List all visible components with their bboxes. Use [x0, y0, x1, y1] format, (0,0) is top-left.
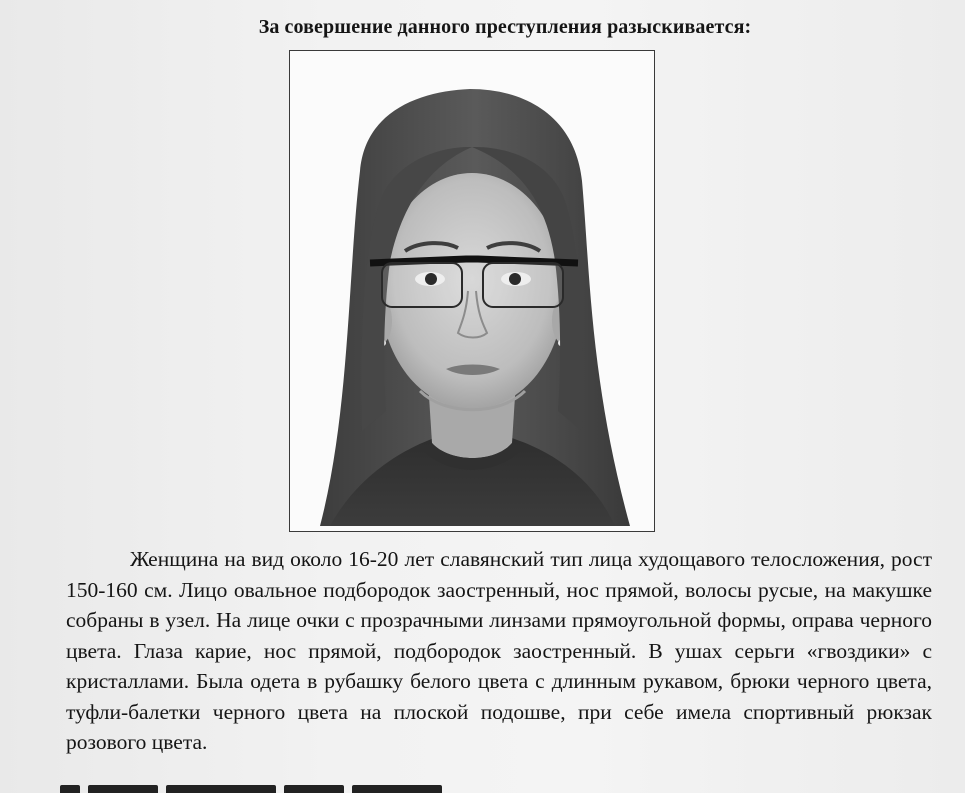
suspect-sketch-image — [290, 51, 654, 531]
notice-heading: За совершение данного преступления разыскивается: — [258, 16, 752, 38]
suspect-description: Женщина на вид около 16-20 лет славянский тип лица худощавого телосложения, рост 150-160 см. Лицо овальное подбородок заостренный, нос прямой, волосы русые, на макушке собраны в узел. На лице очки с прозрачными линзами прямоугольной формы, оправа черного цвета. Глаза карие, нос прямой, подбородок заостренный. В ушах серьги «гвоздики» с кристаллами. Была одета в рубашку белого цвета с длинным рукавом, брюки черного цвета, туфли-балетки черного цвета на плоской подошве, при себе имела спортивный рюкзак розового цвета. — [66, 547, 932, 754]
suspect-photo — [289, 50, 655, 532]
next-line-cutoff — [60, 782, 480, 793]
